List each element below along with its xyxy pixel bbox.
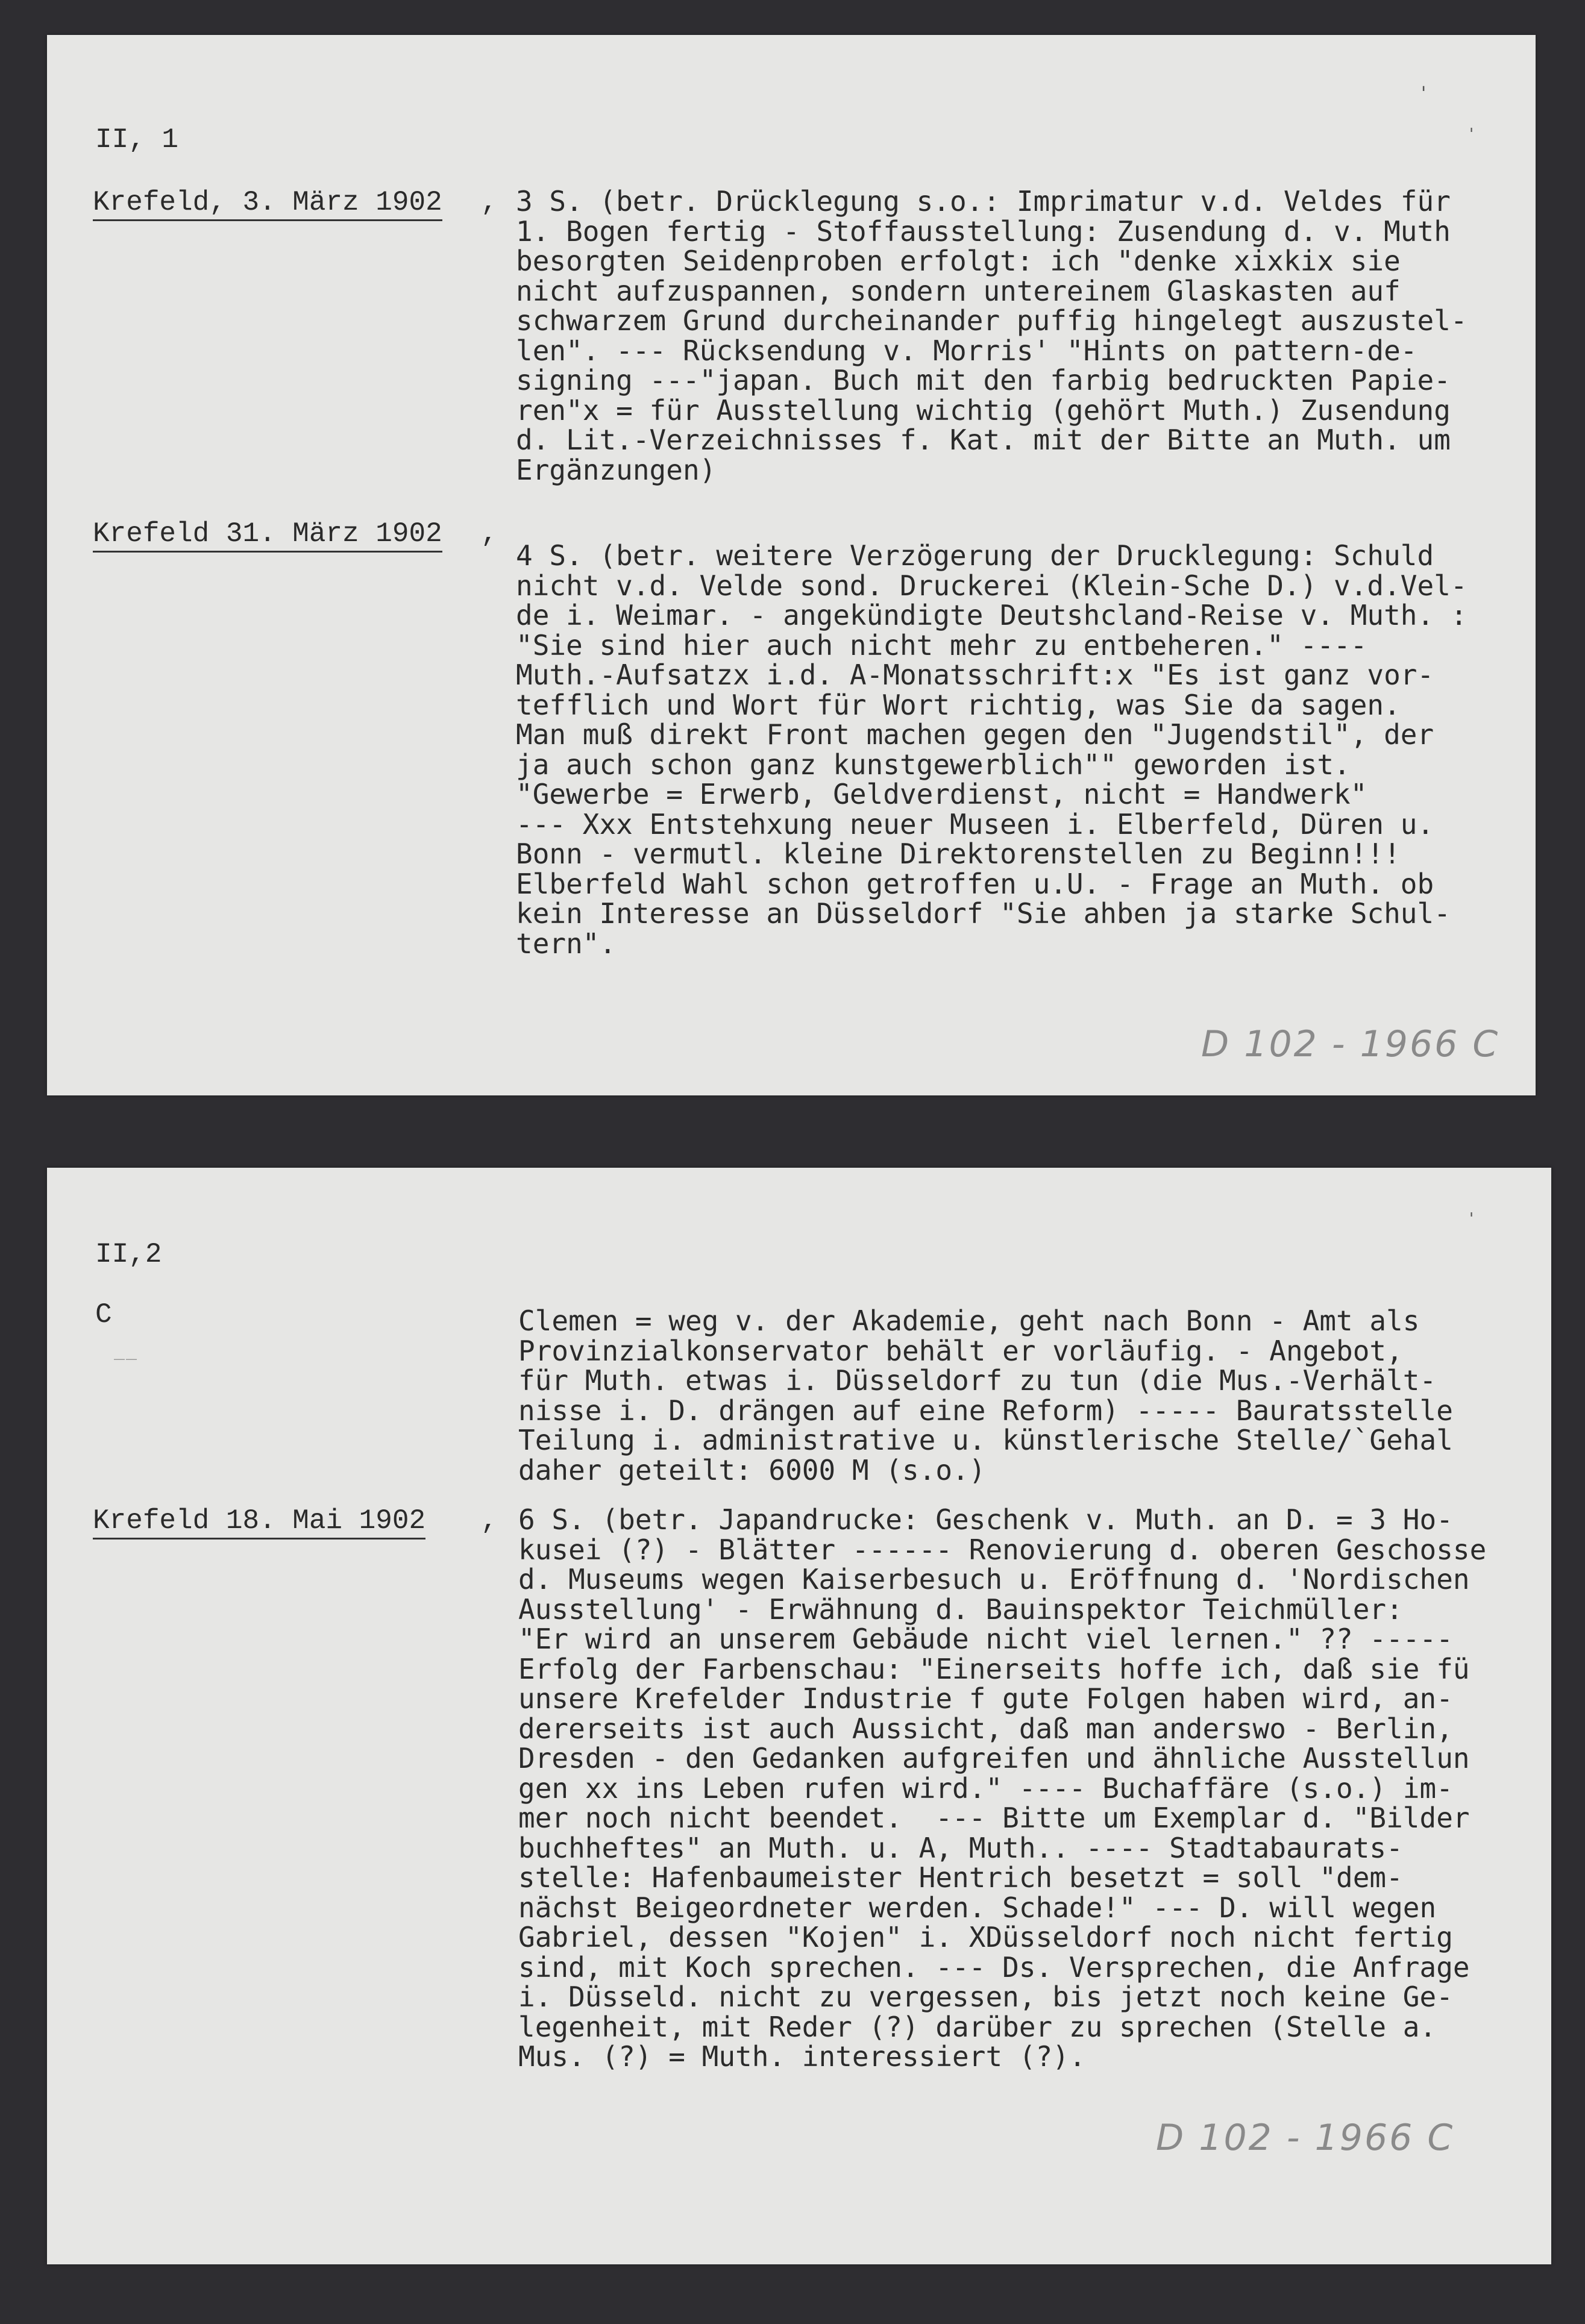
- entry-date: Krefeld 31. März 1902: [93, 518, 442, 553]
- archive-signature: D 102 - 1966 C: [1201, 1023, 1500, 1065]
- entry-text: 4 S. (betr. weitere Verzögerung der Drucklegung: Schuld nicht v.d. Velde sond. Druckerei (Klein-Sche D.) v.d.Vel- de i. Weimar. - angekündigte Deutshcland-Reise v. Muth. : "Sie sind hier auch nicht mehr zu entbeheren." ---- Muth.-Aufsatzx i.d. A-Monatsschrift:x "Es ist ganz vor- tefflich und Wort für Wort richtig, was Sie da sagen. Man muß direkt Front machen gegen den "Jugendstil", der ja auch schon ganz kunstgewerblich"" geworden ist. "Gewerbe = Erwerb, Geldverdienst, nicht = Handwerk" --- Xxx Entstehxung neuer Museen i. Elberfeld, Düren u. Bonn - vermutl. kleine Direktorenstellen zu Beginn!!! Elberfeld Wahl schon getroffen u.U. - Frage an Muth. ob kein Interesse an Düsseldorf "Sie ahben ja starke Schul- tern".: [516, 539, 1467, 960]
- entry-date: Krefeld 18. Mai 1902: [93, 1505, 425, 1539]
- corner-mark-icon: ': [1469, 1210, 1474, 1228]
- faint-dash-icon: ——: [113, 1351, 137, 1366]
- entry-text: 3 S. (betr. Drücklegung s.o.: Imprimatur v.d. Veldes für 1. Bogen fertig - Stoffausstellung: Zusendung d. v. Muth besorgten Seidenproben erfolgt: ich "denke xixkix sie nicht aufzuspannen, sondern untereinem Glaskasten auf schwarzem Grund durcheinander puffig hingelegt auszustel- len". --- Rücksendung v. Morris' "Hints on pattern-de- signing ---"japan. Buch mit den farbig bedruckten Papie- ren"x = für Ausstellung wichtig (gehört Muth.) Zusendung d. Lit.-Verzeichnisses f. Kat. mit der Bitte an Muth. um Ergänzungen): [516, 185, 1467, 486]
- entry-text: 6 S. (betr. Japandrucke: Geschenk v. Muth. an D. = 3 Ho- kusei (?) - Blätter ------ Renovierung d. oberen Geschosse d. Museums wegen Kaiserbesuch u. Eröffnung d. 'Nordischen Ausstellung' - Erwähnung d. Bauinspektor Teichmüller: "Er wird an unserem Gebäude nicht viel lernen." ?? ----- Erfolg der Farbenschau: "Einerseits hoffe ich, daß sie fü unsere Krefelder Industrie f gute Folgen haben wird, an- dererseits ist auch Aussicht, daß man anderswo - Berlin, Dresden - den Gedanken aufgreifen und ähnliche Ausstellun gen xx ins Leben rufen wird." ---- Buchaffäre (s.o.) im- mer noch nicht beendet. --- Bitte um Exemplar d. "Bilder buchheftes" an Muth. u. A, Muth.. ---- Stadtabaurats- stelle: Hafenbaumeister Hentrich besetzt = soll "dem- nächst Beigeordneter werden. Schade!" --- D. will wegen Gabriel, dessen "Kojen" i. XDüsseldorf noch nicht fertig sind, mit Koch sprechen. --- Ds. Versprechen, die Anfrage i. Düsseld. nicht zu vergessen, bis jetzt noch keine Ge- legenheit, mit Reder (?) darüber zu sprechen (Stelle a. Mus. (?) = Muth. interessiert (?).: [518, 1503, 1487, 2073]
- date-comma: ,: [481, 518, 498, 550]
- card-label: II,2: [95, 1239, 162, 1270]
- card-sublabel: C: [95, 1299, 112, 1330]
- entry-date: Krefeld, 3. März 1902: [93, 187, 442, 221]
- date-comma: ,: [481, 1505, 498, 1536]
- archive-signature: D 102 - 1966 C: [1156, 2117, 1455, 2159]
- date-comma: ,: [481, 187, 498, 218]
- index-card-2: [47, 1168, 1551, 2264]
- corner-mark-icon: ': [1421, 83, 1426, 104]
- index-card-1: [47, 35, 1536, 1095]
- card-label: II, 1: [95, 124, 179, 155]
- note-text: Clemen = weg v. der Akademie, geht nach Bonn - Amt als Provinzialkonservator behält er vorläufig. - Angebot, für Muth. etwas i. Düsseldorf zu tun (die Mus.-Verhält- nisse i. D. drängen auf eine Reform) ----- Bauratsstelle Teilung i. administrative u. künstlerische Stelle/`Gehal daher geteilt: 6000 M (s.o.): [518, 1305, 1453, 1486]
- corner-mark-icon: ': [1469, 125, 1474, 143]
